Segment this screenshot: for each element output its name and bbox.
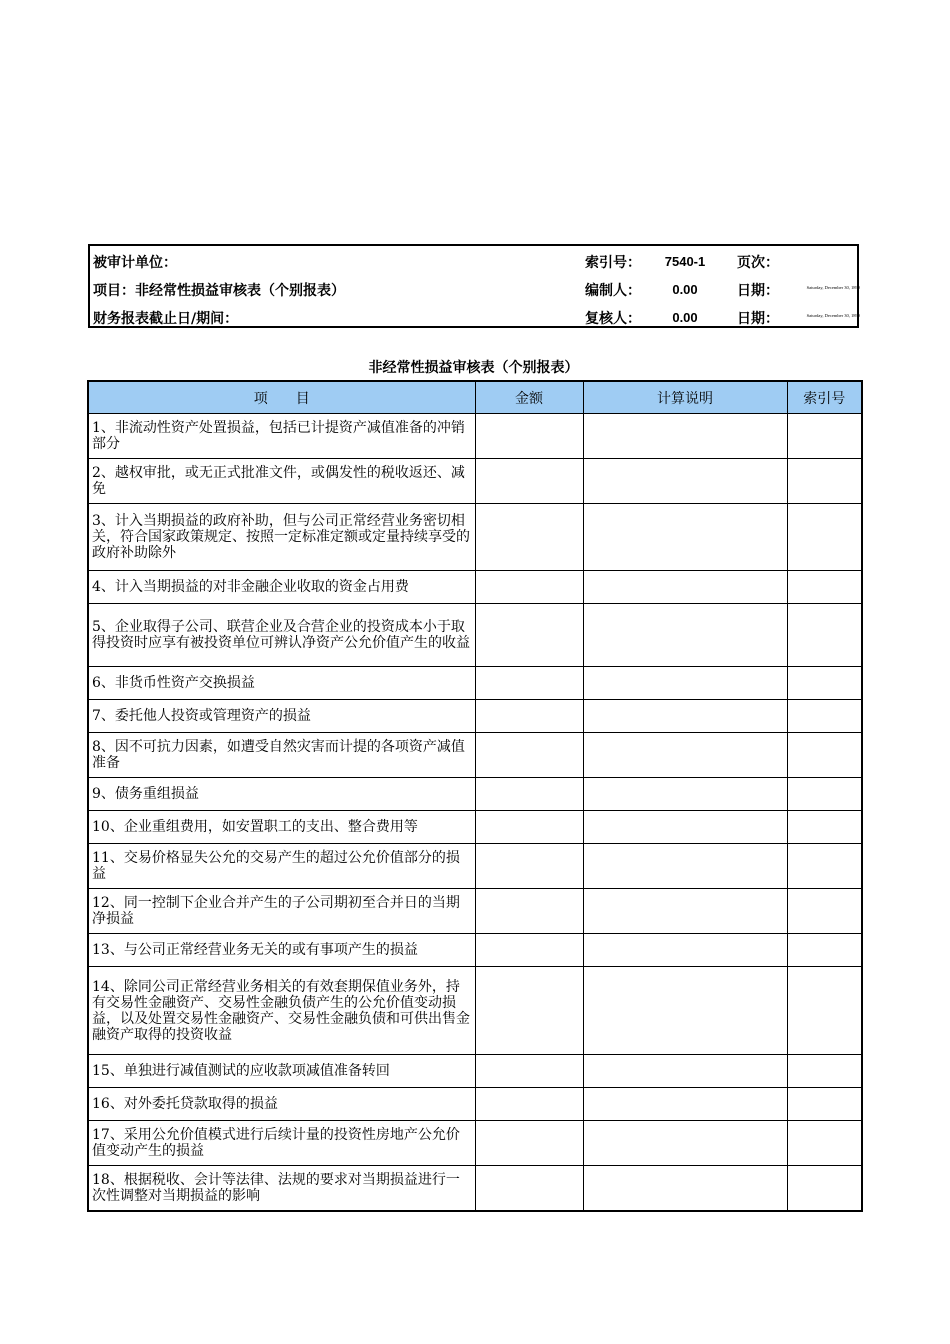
index-cell[interactable]	[787, 700, 862, 733]
amount-cell[interactable]	[475, 844, 583, 889]
table-row	[88, 967, 862, 1055]
item-description-cell: 15、单独进行减值测试的应收款项减值准备转回	[88, 1055, 475, 1088]
amount-cell[interactable]	[475, 778, 583, 811]
index-cell[interactable]	[787, 811, 862, 844]
item-description-cell: 6、非货币性资产交换损益	[88, 667, 475, 700]
item-description-cell: 4、计入当期损益的对非金融企业收取的资金占用费	[88, 571, 475, 604]
item-description-cell: 5、企业取得子公司、联营企业及合营企业的投资成本小于取得投资时应享有被投资单位可辨认净资产公允价值产生的收益	[88, 604, 475, 667]
amount-cell[interactable]	[475, 967, 583, 1055]
reviewer-label: 复核人：	[585, 311, 641, 327]
amount-cell[interactable]	[475, 1121, 583, 1166]
item-description-cell: 3、计入当期损益的政府补助，但与公司正常经营业务密切相关，符合国家政策规定、按照一定标准定额或定量持续享受的政府补助除外	[88, 504, 475, 571]
amount-cell[interactable]	[475, 1166, 583, 1211]
index-cell[interactable]	[787, 778, 862, 811]
table-row	[88, 504, 862, 571]
item-description-cell: 9、债务重组损益	[88, 778, 475, 811]
index-number-label: 索引号：	[585, 255, 641, 271]
preparer-label: 编制人：	[585, 283, 641, 299]
calculation-note-cell[interactable]	[583, 934, 787, 967]
index-cell[interactable]	[787, 571, 862, 604]
amount-cell[interactable]	[475, 733, 583, 778]
index-number-value: 7540-1	[664, 254, 706, 269]
item-description-cell: 16、对外委托贷款取得的损益	[88, 1088, 475, 1121]
amount-cell[interactable]	[475, 504, 583, 571]
table-row	[88, 934, 862, 967]
table-row	[88, 1121, 862, 1166]
reviewed-date-value: Saturday, December 30, 1899	[806, 313, 860, 318]
index-cell[interactable]	[787, 889, 862, 934]
table-row	[88, 414, 862, 459]
item-description-cell: 1、非流动性资产处置损益，包括已计提资产减值准备的冲销部分	[88, 414, 475, 459]
calculation-note-cell[interactable]	[583, 1121, 787, 1166]
index-cell[interactable]	[787, 934, 862, 967]
amount-cell[interactable]	[475, 934, 583, 967]
report-period-label: 财务报表截止日/期间：	[93, 311, 239, 327]
calculation-note-cell[interactable]	[583, 778, 787, 811]
calculation-note-cell[interactable]	[583, 733, 787, 778]
table-row	[88, 889, 862, 934]
calculation-note-cell[interactable]	[583, 504, 787, 571]
item-description-cell: 13、与公司正常经营业务无关的或有事项产生的损益	[88, 934, 475, 967]
index-cell[interactable]	[787, 459, 862, 504]
table-row	[88, 1166, 862, 1211]
calculation-note-cell[interactable]	[583, 889, 787, 934]
index-cell[interactable]	[787, 1121, 862, 1166]
column-header-index: 索引号	[787, 381, 862, 414]
table-row	[88, 700, 862, 733]
calculation-note-cell[interactable]	[583, 844, 787, 889]
table-header-row	[88, 381, 862, 414]
table-row	[88, 1088, 862, 1121]
index-cell[interactable]	[787, 504, 862, 571]
table-title: 非经常性损益审核表（个别报表）	[368, 360, 579, 376]
item-description-cell: 11、交易价格显失公允的交易产生的超过公允价值部分的损益	[88, 844, 475, 889]
amount-cell[interactable]	[475, 1088, 583, 1121]
index-cell[interactable]	[787, 1088, 862, 1121]
calculation-note-cell[interactable]	[583, 571, 787, 604]
calculation-note-cell[interactable]	[583, 459, 787, 504]
item-description-cell: 12、同一控制下企业合并产生的子公司期初至合并日的当期净损益	[88, 889, 475, 934]
table-row	[88, 1055, 862, 1088]
project-label: 项目：非经常性损益审核表（个别报表）	[93, 283, 345, 299]
reviewer-value: 0.00	[672, 310, 698, 325]
calculation-note-cell[interactable]	[583, 1088, 787, 1121]
item-description-cell: 8、因不可抗力因素，如遭受自然灾害而计提的各项资产减值准备	[88, 733, 475, 778]
audited-entity-label: 被审计单位：	[93, 255, 177, 271]
index-cell[interactable]	[787, 733, 862, 778]
table-row	[88, 733, 862, 778]
calculation-note-cell[interactable]	[583, 967, 787, 1055]
header-row-period	[90, 302, 860, 330]
column-header-calculation-note: 计算说明	[583, 381, 787, 414]
item-description-cell: 18、根据税收、会计等法律、法规的要求对当期损益进行一次性调整对当期损益的影响	[88, 1166, 475, 1211]
table-row	[88, 667, 862, 700]
calculation-note-cell[interactable]	[583, 811, 787, 844]
index-cell[interactable]	[787, 1055, 862, 1088]
table-row	[88, 811, 862, 844]
amount-cell[interactable]	[475, 414, 583, 459]
header-row-project	[90, 274, 860, 302]
calculation-note-cell[interactable]	[583, 1055, 787, 1088]
column-header-amount: 金额	[475, 381, 583, 414]
preparer-value: 0.00	[672, 282, 698, 297]
amount-cell[interactable]	[475, 1055, 583, 1088]
audit-header-box	[88, 244, 859, 328]
table-row	[88, 604, 862, 667]
reviewed-date-label: 日期：	[737, 311, 779, 327]
calculation-note-cell[interactable]	[583, 414, 787, 459]
table-row	[88, 778, 862, 811]
calculation-note-cell[interactable]	[583, 667, 787, 700]
non-recurring-items-table	[87, 380, 863, 1212]
index-cell[interactable]	[787, 1166, 862, 1211]
table-row	[88, 844, 862, 889]
calculation-note-cell[interactable]	[583, 604, 787, 667]
item-description-cell: 2、越权审批，或无正式批准文件，或偶发性的税收返还、减免	[88, 459, 475, 504]
item-description-cell: 7、委托他人投资或管理资产的损益	[88, 700, 475, 733]
header-row-entity	[90, 246, 857, 274]
table-row	[88, 571, 862, 604]
index-cell[interactable]	[787, 604, 862, 667]
calculation-note-cell[interactable]	[583, 700, 787, 733]
index-cell[interactable]	[787, 967, 862, 1055]
item-description-cell: 10、企业重组费用，如安置职工的支出、整合费用等	[88, 811, 475, 844]
prepared-date-label: 日期：	[737, 283, 779, 299]
prepared-date-value: Saturday, December 30, 1899	[806, 285, 860, 290]
amount-cell[interactable]	[475, 889, 583, 934]
amount-cell[interactable]	[475, 604, 583, 667]
index-cell[interactable]	[787, 667, 862, 700]
item-description-cell: 17、采用公允价值模式进行后续计量的投资性房地产公允价值变动产生的损益	[88, 1121, 475, 1166]
calculation-note-cell[interactable]	[583, 1166, 787, 1211]
amount-cell[interactable]	[475, 700, 583, 733]
table-row	[88, 459, 862, 504]
page-number-label: 页次：	[737, 255, 779, 271]
amount-cell[interactable]	[475, 811, 583, 844]
amount-cell[interactable]	[475, 571, 583, 604]
amount-cell[interactable]	[475, 459, 583, 504]
index-cell[interactable]	[787, 844, 862, 889]
amount-cell[interactable]	[475, 667, 583, 700]
item-description-cell: 14、除同公司正常经营业务相关的有效套期保值业务外，持有交易性金融资产、交易性金融负债产生的公允价值变动损益，以及处置交易性金融资产、交易性金融负债和可供出售金融资产取得的投资收益	[88, 967, 475, 1055]
column-header-item: 项 目	[88, 381, 475, 414]
index-cell[interactable]	[787, 414, 862, 459]
